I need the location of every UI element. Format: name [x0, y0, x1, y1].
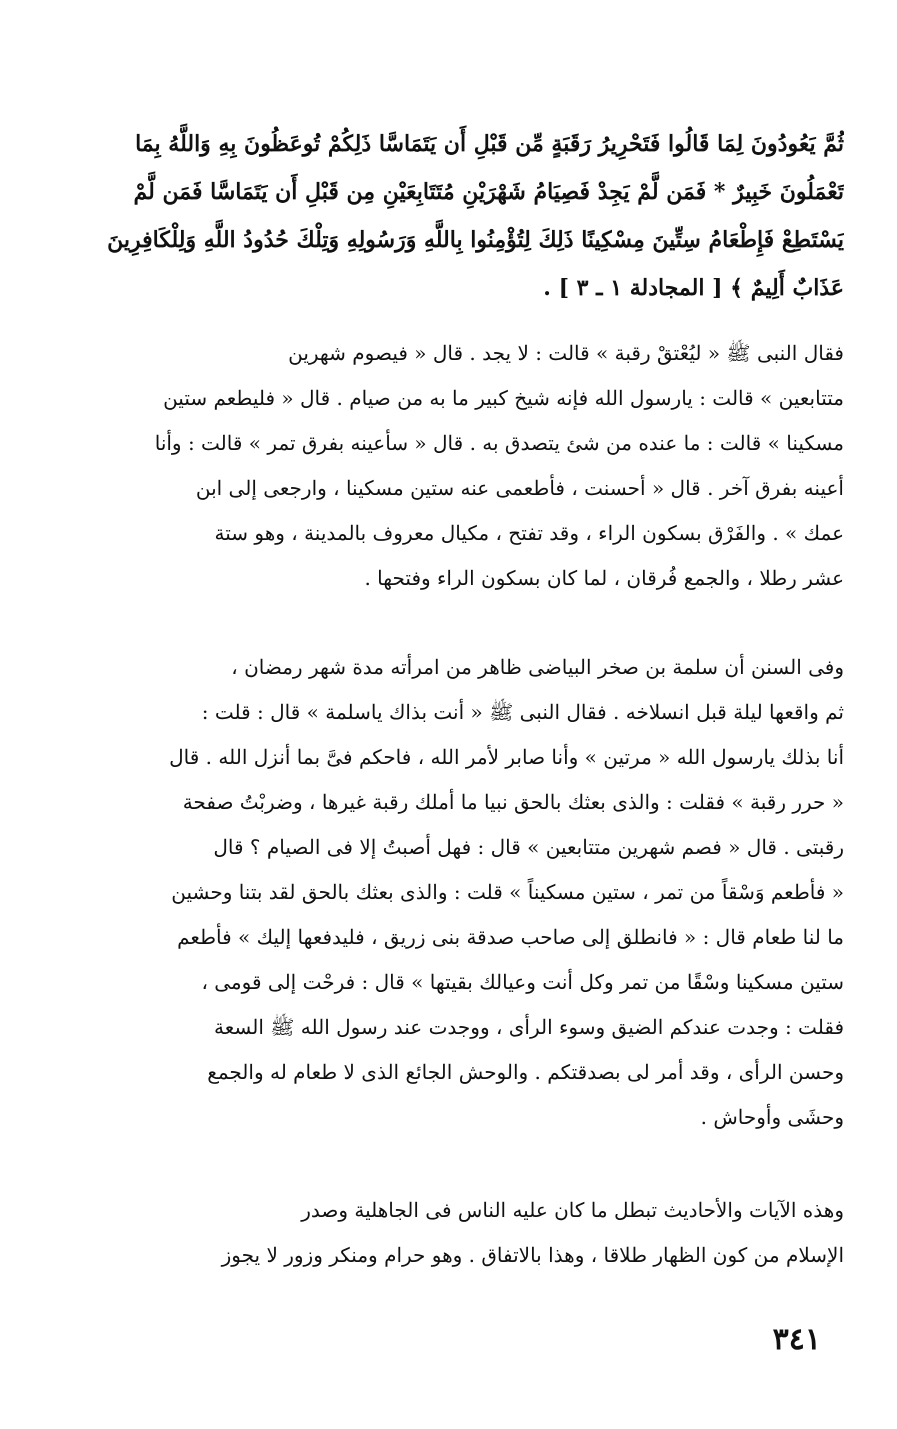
page-number: ٣٤١	[772, 1322, 821, 1357]
text-line: فقال النبى ﷺ « ليُعْتقْ رقبة » قالت : لا يجد . قال « فيصوم شهرين	[288, 341, 844, 365]
text-line: رقبتى . قال « فصم شهرين متتابعين » قال : فهل أصبتُ إلا فى الصيام ؟ قال	[213, 835, 844, 859]
quran-verse-block	[62, 120, 844, 312]
text-line: عشر رطلا ، والجمع فُرقان ، لما كان بسكون الراء وفتحها .	[364, 566, 844, 590]
text-line: ما لنا طعام قال : « فانطلق إلى صاحب صدقة بنى زريق ، فليدفعها إليك » فأطعم	[177, 925, 844, 949]
text-line: الإسلام من كون الظهار طلاقا ، وهذا بالاتفاق . وهو حرام ومنكر وزور لا يجوز	[221, 1243, 844, 1267]
text-line: « حرر رقبة » فقلت : والذى بعثك بالحق نبيا ما أملك رقبة غيرها ، وضربْتُ صفحة	[182, 790, 844, 814]
verse-line: يَسْتَطِعْ فَإِطْعَامُ سِتِّينَ مِسْكِينًا ذَلِكَ لِتُؤْمِنُوا بِاللَّهِ وَرَسُولِهِ وَتِلْكَ حُدُودُ اللَّهِ وَلِلْكَافِرِينَ	[107, 227, 844, 253]
text-line: مسكينا » قالت : ما عنده من شئ يتصدق به . قال « سأعينه بفرق تمر » قالت : وأنا	[154, 431, 844, 455]
text-line: وهذه الآيات والأحاديث تبطل ما كان عليه الناس فى الجاهلية وصدر	[301, 1198, 844, 1222]
text-line: فقلت : وجدت عندكم الضيق وسوء الرأى ، ووجدت عند رسول الله ﷺ السعة	[214, 1015, 844, 1039]
text-line: « فأطعم وَسْقاً من تمر ، ستين مسكيناً » قلت : والذى بعثك بالحق لقد بتنا وحشين	[171, 880, 844, 904]
verse-line: عَذَابٌ أَلِيمٌ ﴾ [ المجادلة ١ ـ ٣ ] .	[543, 275, 844, 301]
text-line: أعينه بفرق آخر . قال « أحسنت ، فأطعمى عنه ستين مسكينا ، وارجعى إلى ابن	[195, 476, 844, 500]
verse-line: ثُمَّ يَعُودُونَ لِمَا قَالُوا فَتَحْرِيرُ رَقَبَةٍ مِّن قَبْلِ أَن يَتَمَاسَّا ذَلِكُمْ تُوعَظُونَ بِهِ وَاللَّهُ بِمَا	[135, 131, 844, 157]
paragraph-2	[62, 645, 844, 1140]
paragraph-3	[62, 1188, 844, 1278]
text-line: ثم واقعها ليلة قبل انسلاخه . فقال النبى ﷺ « أنت بذاك ياسلمة » قال : قلت :	[201, 700, 844, 724]
text-line: متتابعين » قالت : يارسول الله فإنه شيخ كبير ما به من صيام . قال « فليطعم ستين	[163, 386, 844, 410]
text-line: ستين مسكينا وسْقًا من تمر وكل أنت وعيالك بقيتها » قال : فرحْت إلى قومى ،	[201, 970, 844, 994]
paragraph-1	[62, 331, 844, 601]
text-line: وفى السنن أن سلمة بن صخر البياضى ظاهر من امرأته مدة شهر رمضان ،	[231, 655, 844, 679]
text-line: وحسن الرأى ، وقد أمر لى بصدقتكم . والوحش الجائع الذى لا طعام له والجمع	[207, 1060, 844, 1084]
text-line: عمك » . والفَرْق بسكون الراء ، وقد تفتح ، مكيال معروف بالمدينة ، وهو ستة	[214, 521, 844, 545]
text-line: أنا بذلك يارسول الله « مرتين » وأنا صابر لأمر الله ، فاحكم فىَّ بما أنزل الله . قال	[169, 745, 844, 769]
verse-line: تَعْمَلُونَ خَبِيرٌ * فَمَن لَّمْ يَجِدْ فَصِيَامُ شَهْرَيْنِ مُتَتَابِعَيْنِ مِن قَبْلِ أَن يَتَمَاسَّا فَمَن لَّمْ	[133, 179, 844, 205]
text-line: وحشَى وأوحاش .	[700, 1105, 844, 1129]
